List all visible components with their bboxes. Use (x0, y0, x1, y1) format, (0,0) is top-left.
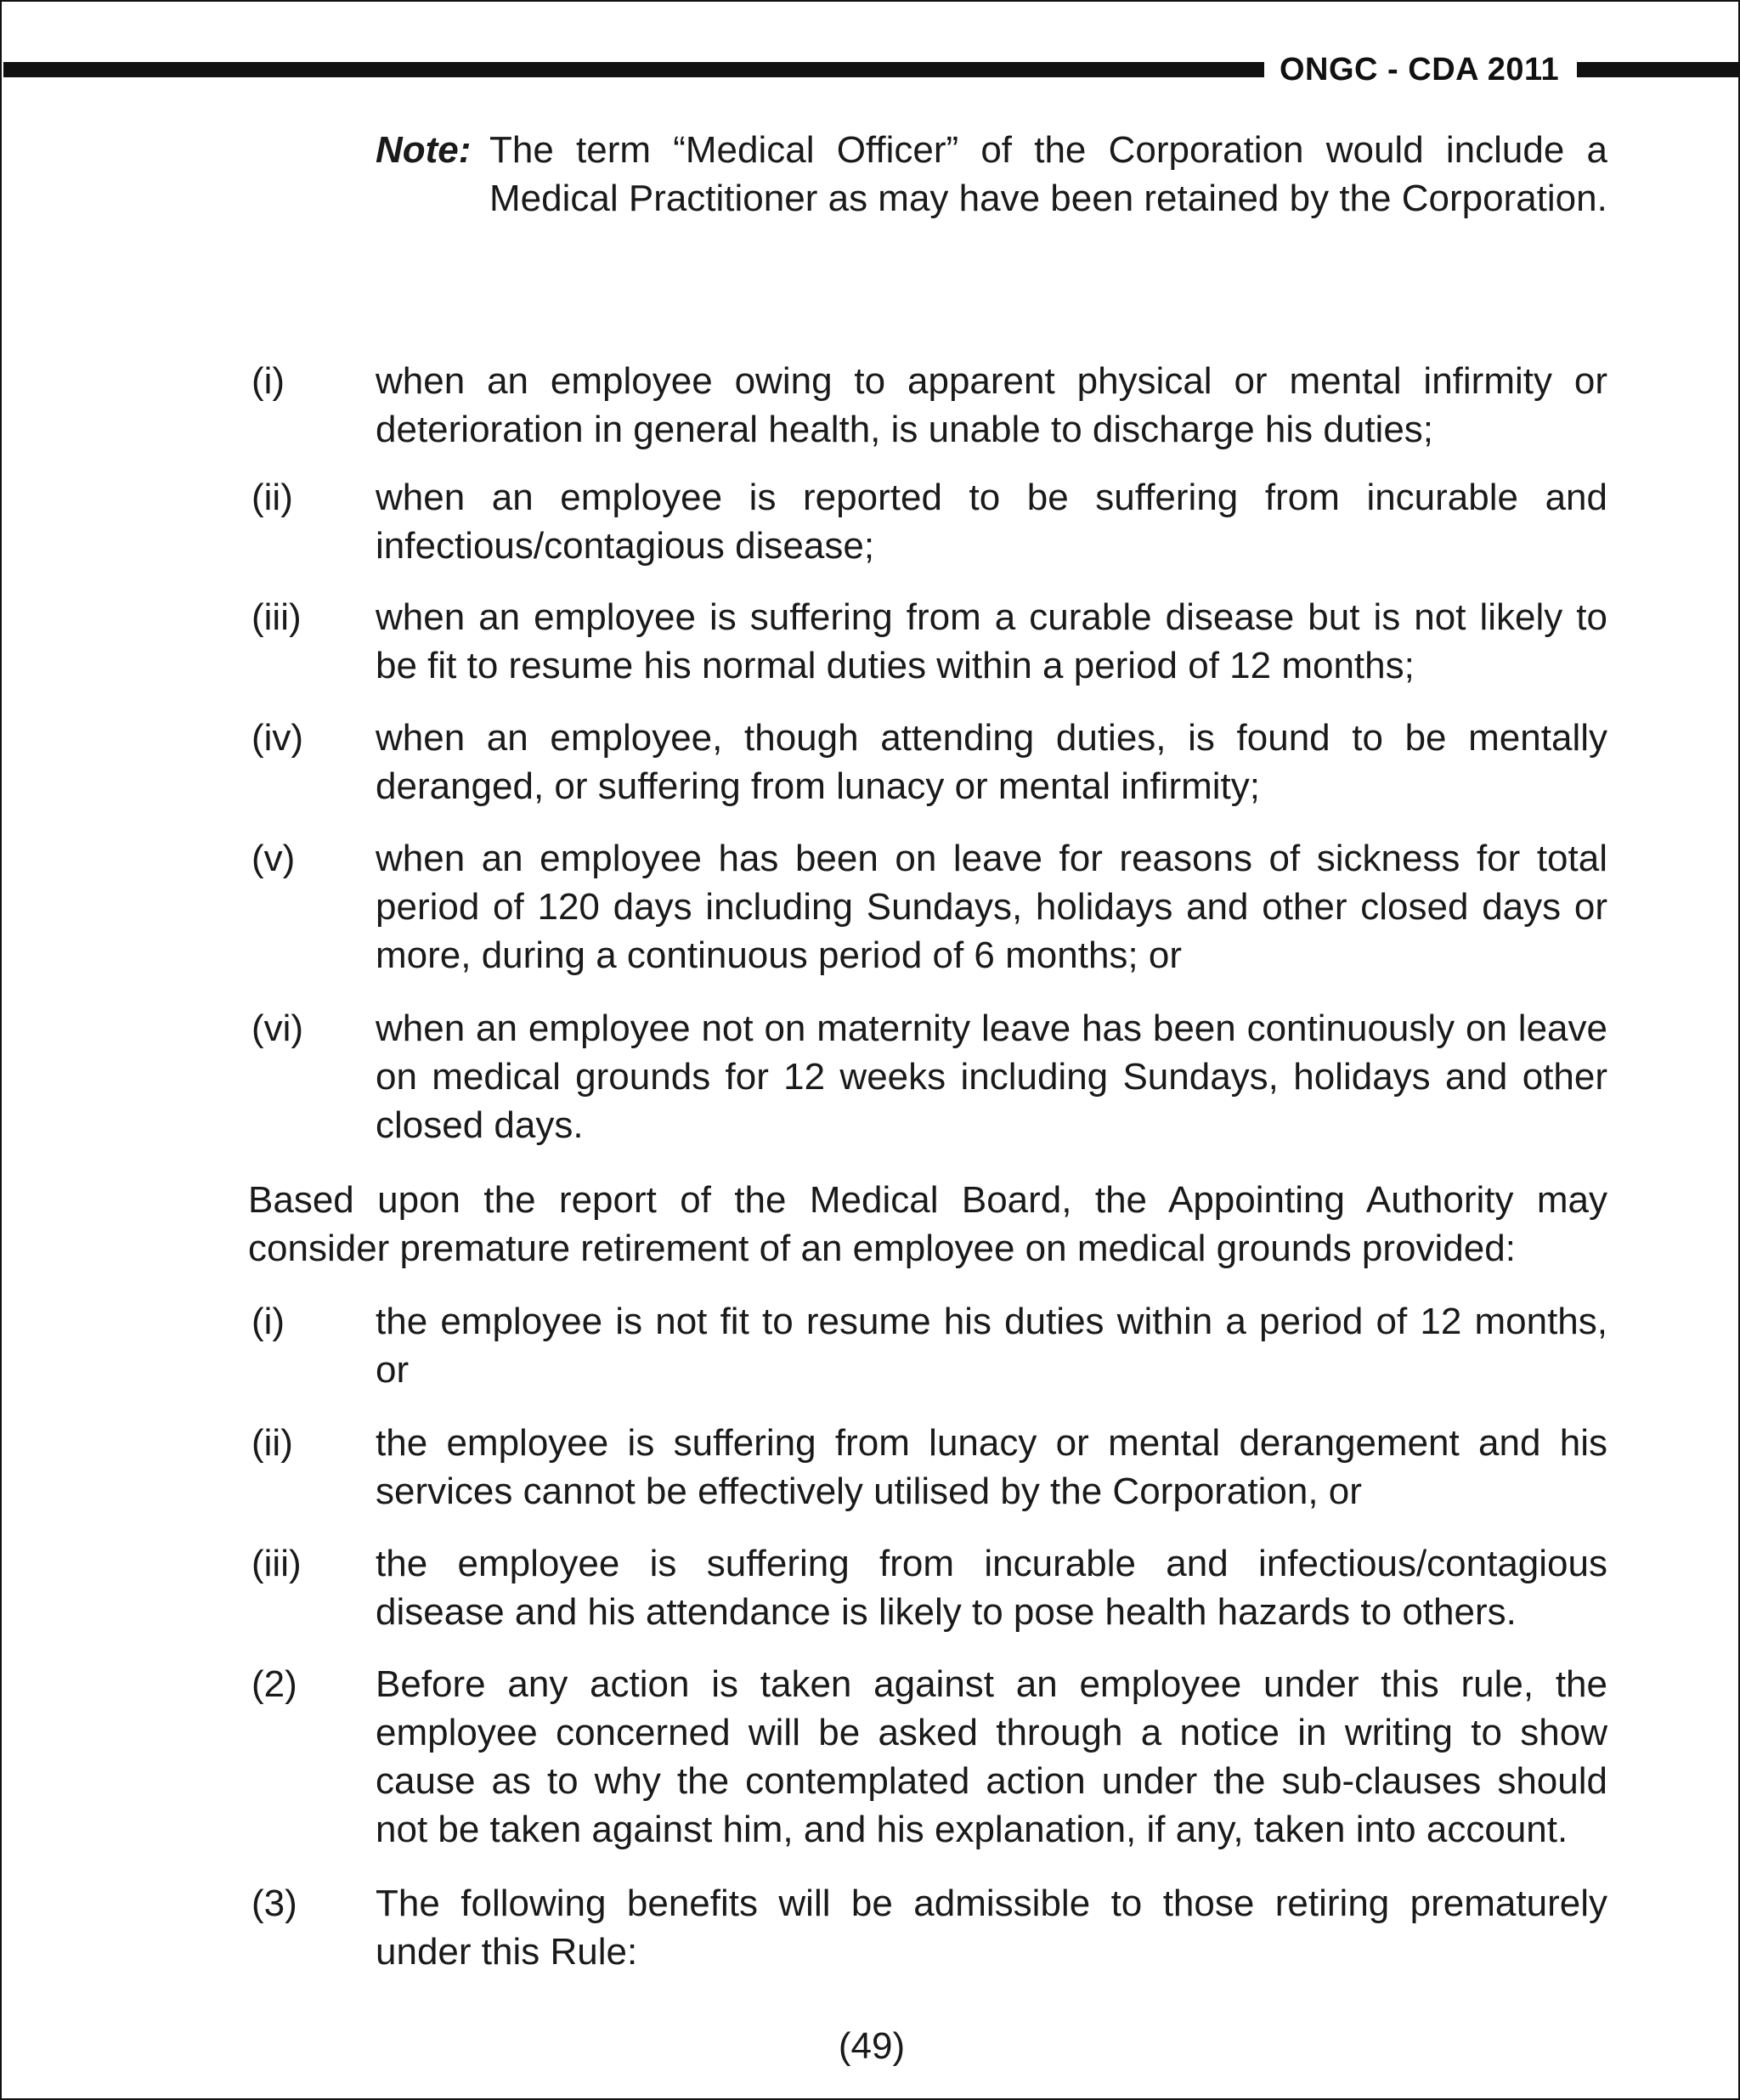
list-item-text: Before any action is taken against an employee under this rule, the employee concerned will be asked through a notice in writing to show cause as to why the contemplated action under the sub-clauses should not be taken against him, and his explanation, if any, taken into account. (376, 1663, 1607, 1850)
list-item-text: when an employee not on maternity leave has been continuously on leave on medical grounds for 12 weeks including Sundays, holidays and other closed days. (376, 1008, 1607, 1146)
list-item-text: when an employee is reported to be suffering from incurable and infectious/contagious disease; (376, 477, 1607, 567)
proviso-item-ii (251, 1419, 1607, 1516)
list-marker: (i) (251, 1301, 285, 1342)
list-marker: (v) (251, 838, 296, 879)
list-marker: (ii) (251, 1422, 293, 1464)
header-rule-right (1577, 62, 1740, 77)
note-block (376, 126, 1607, 223)
note-label: Note: (376, 129, 472, 171)
list-marker: (3) (251, 1883, 297, 1924)
list-marker: (2) (251, 1663, 297, 1705)
list-item-text: the employee is not fit to resume his duties within a period of 12 months, or (376, 1301, 1607, 1391)
list-marker: (i) (251, 360, 285, 402)
list-marker: (vi) (251, 1008, 304, 1049)
condition-item-iii (251, 593, 1607, 690)
list-item-text: the employee is suffering from incurable and infectious/contagious disease and his attendance is likely to pose health hazards to others. (376, 1543, 1607, 1633)
page-number: (49) (838, 2025, 906, 2067)
clause-item-2 (251, 1660, 1607, 1854)
list-item-text: when an employee is suffering from a curable disease but is not likely to be fit to resume his normal duties within a period of 12 months; (376, 596, 1607, 686)
list-marker: (iv) (251, 717, 304, 759)
intro-paragraph: Based upon the report of the Medical Board, the Appointing Authority may consider premature retirement of an employee on medical grounds provided: (248, 1179, 1607, 1269)
header-title: ONGC - CDA 2011 (1280, 52, 1560, 88)
list-marker: (iii) (251, 596, 302, 638)
condition-item-v (251, 834, 1607, 979)
note-text: The term “Medical Officer” of the Corporation would include a Medical Practitioner as may have been retained by the Corporation. (489, 129, 1607, 219)
clause-item-3 (251, 1879, 1607, 1976)
condition-item-vi (251, 1004, 1607, 1149)
condition-item-i (251, 357, 1607, 454)
proviso-item-i (251, 1297, 1607, 1394)
list-item-text: The following benefits will be admissible to those retiring prematurely under this Rule: (376, 1883, 1607, 1973)
list-item-text: when an employee, though attending duties, is found to be mentally deranged, or suffering from lunacy or mental infirmity; (376, 717, 1607, 807)
list-marker: (iii) (251, 1543, 302, 1584)
list-item-text: when an employee owing to apparent physical or mental infirmity or deterioration in general health, is unable to discharge his duties; (376, 360, 1607, 450)
list-marker: (ii) (251, 477, 293, 518)
condition-item-ii (251, 473, 1607, 570)
list-item-text: the employee is suffering from lunacy or mental derangement and his services cannot be effectively utilised by the Corporation, or (376, 1422, 1607, 1512)
proviso-item-iii (251, 1539, 1607, 1636)
condition-item-iv (251, 714, 1607, 810)
list-item-text: when an employee has been on leave for reasons of sickness for total period of 120 days including Sundays, holidays and other closed days or more, during a continuous period of 6 months; or (376, 838, 1607, 976)
header-rule-left (3, 62, 1264, 77)
